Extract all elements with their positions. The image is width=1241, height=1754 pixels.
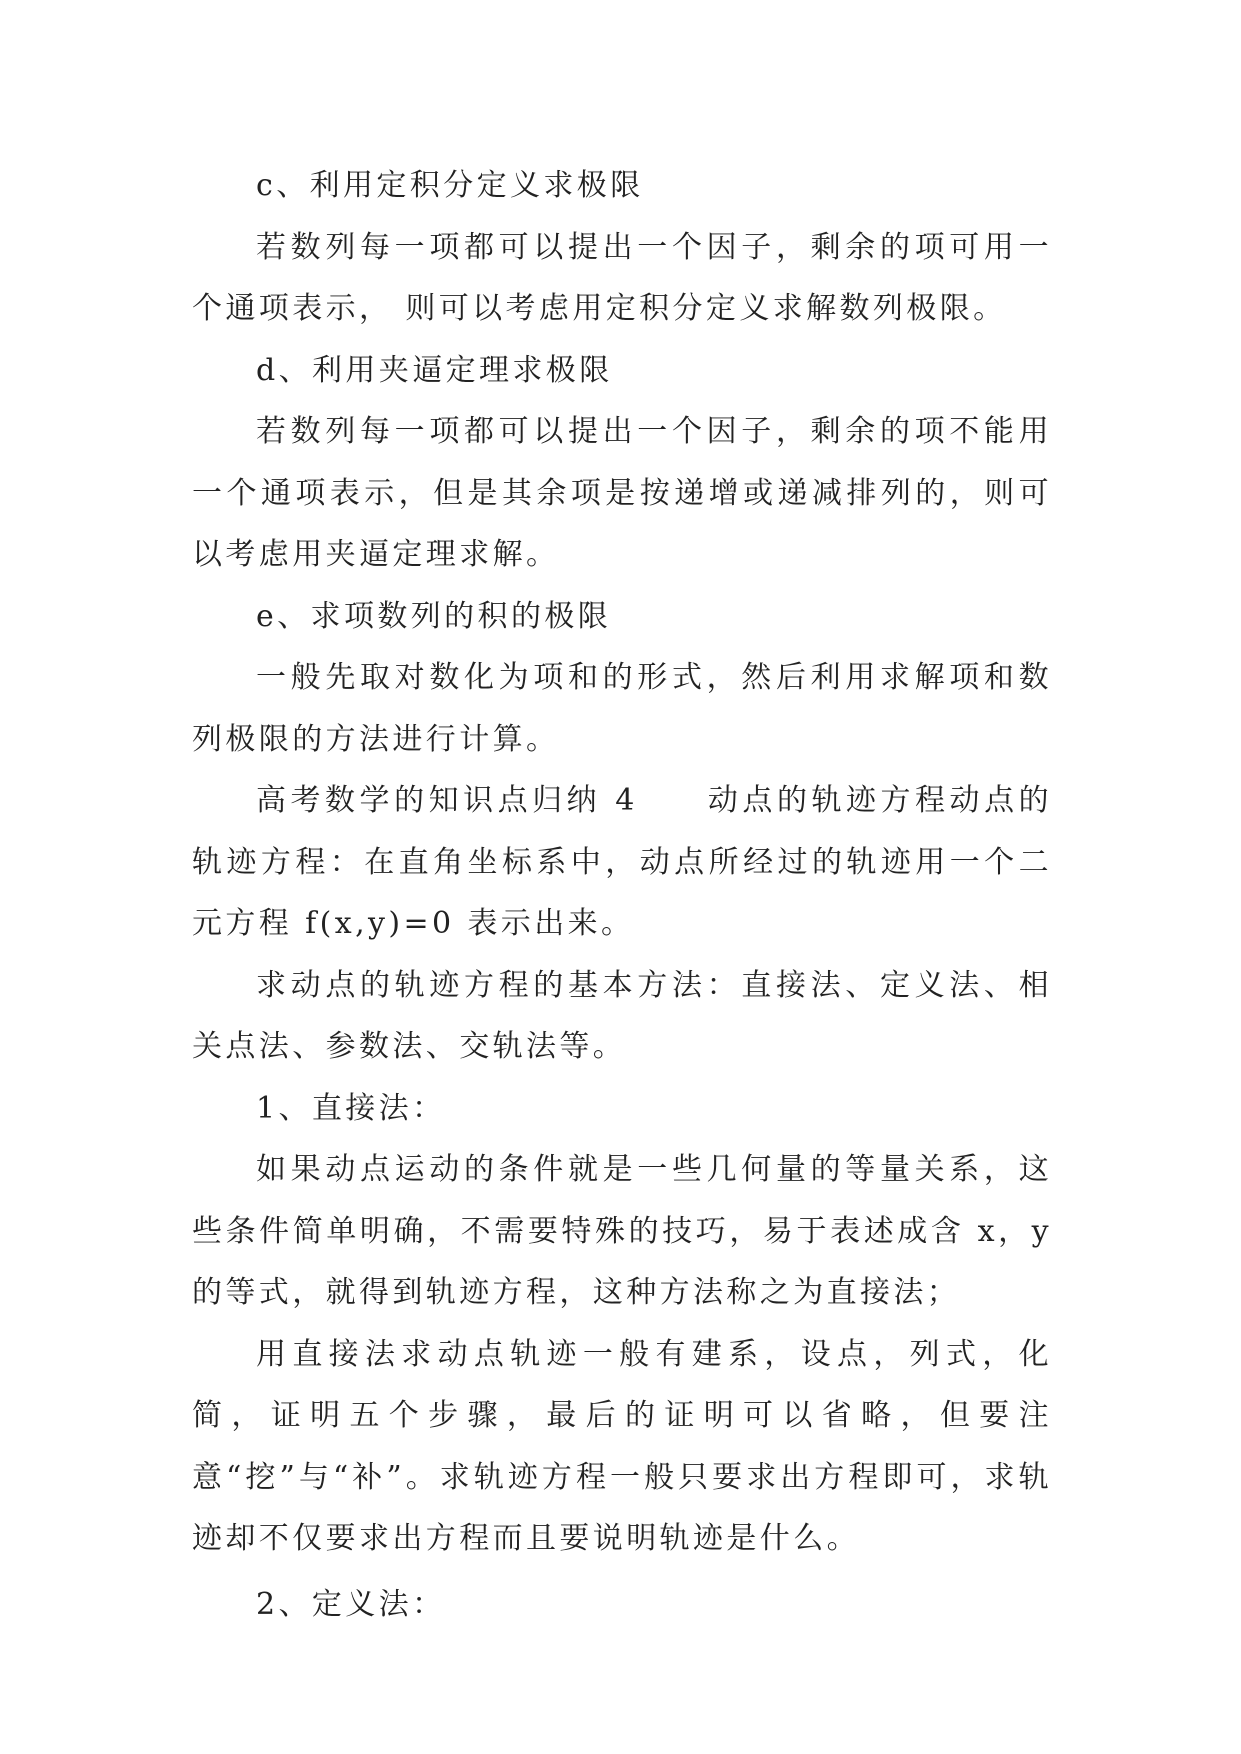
- paragraph-knowledge-4-locus: 高考数学的知识点归纳 4 动点的轨迹方程动点的轨迹方程：在直角坐标系中，动点所经过的轨迹用一个二元方程 f(x,y)=0 表示出来。: [192, 783, 1052, 941]
- paragraph-product-limit: 一般先取对数化为项和的形式，然后利用求解项和数列极限的方法进行计算。: [192, 660, 1052, 757]
- paragraph-squeeze-theorem: 若数列每一项都可以提出一个因子，剩余的项不能用一个通项表示，但是其余项是按递增或递减排列的，则可以考虑用夹逼定理求解。: [192, 414, 1052, 572]
- heading-c-definite-integral: c、利用定积分定义求极限: [256, 168, 644, 203]
- heading-e-product-limit: e、求项数列的积的极限: [256, 598, 612, 634]
- paragraph-direct-method-desc: 如果动点运动的条件就是一些几何量的等量关系，这些条件简单明确，不需要特殊的技巧，易于表述成含 x，y 的等式，就得到轨迹方程，这种方法称之为直接法；: [192, 1152, 1052, 1310]
- paragraph-direct-method-steps: 用直接法求动点轨迹一般有建系，设点，列式，化简，证明五个步骤，最后的证明可以省略，但要注意“挖”与“补”。求轨迹方程一般只要求出方程即可，求轨迹却不仅要求出方程而且要说明轨迹是什么。: [192, 1336, 1052, 1556]
- document-body: [192, 155, 1052, 1635]
- heading-d-squeeze-theorem: d、利用夹逼定理求极限: [256, 352, 613, 388]
- paragraph-definite-integral: 若数列每一项都可以提出一个因子，剩余的项可用一个通项表示， 则可以考虑用定积分定义求解数列极限。: [192, 229, 1052, 326]
- heading-2-definition-method: 2、定义法：: [256, 1586, 446, 1622]
- paragraph-basic-methods: 求动点的轨迹方程的基本方法：直接法、定义法、相关点法、参数法、交轨法等。: [192, 967, 1052, 1064]
- heading-1-direct-method: 1、直接法：: [256, 1090, 446, 1126]
